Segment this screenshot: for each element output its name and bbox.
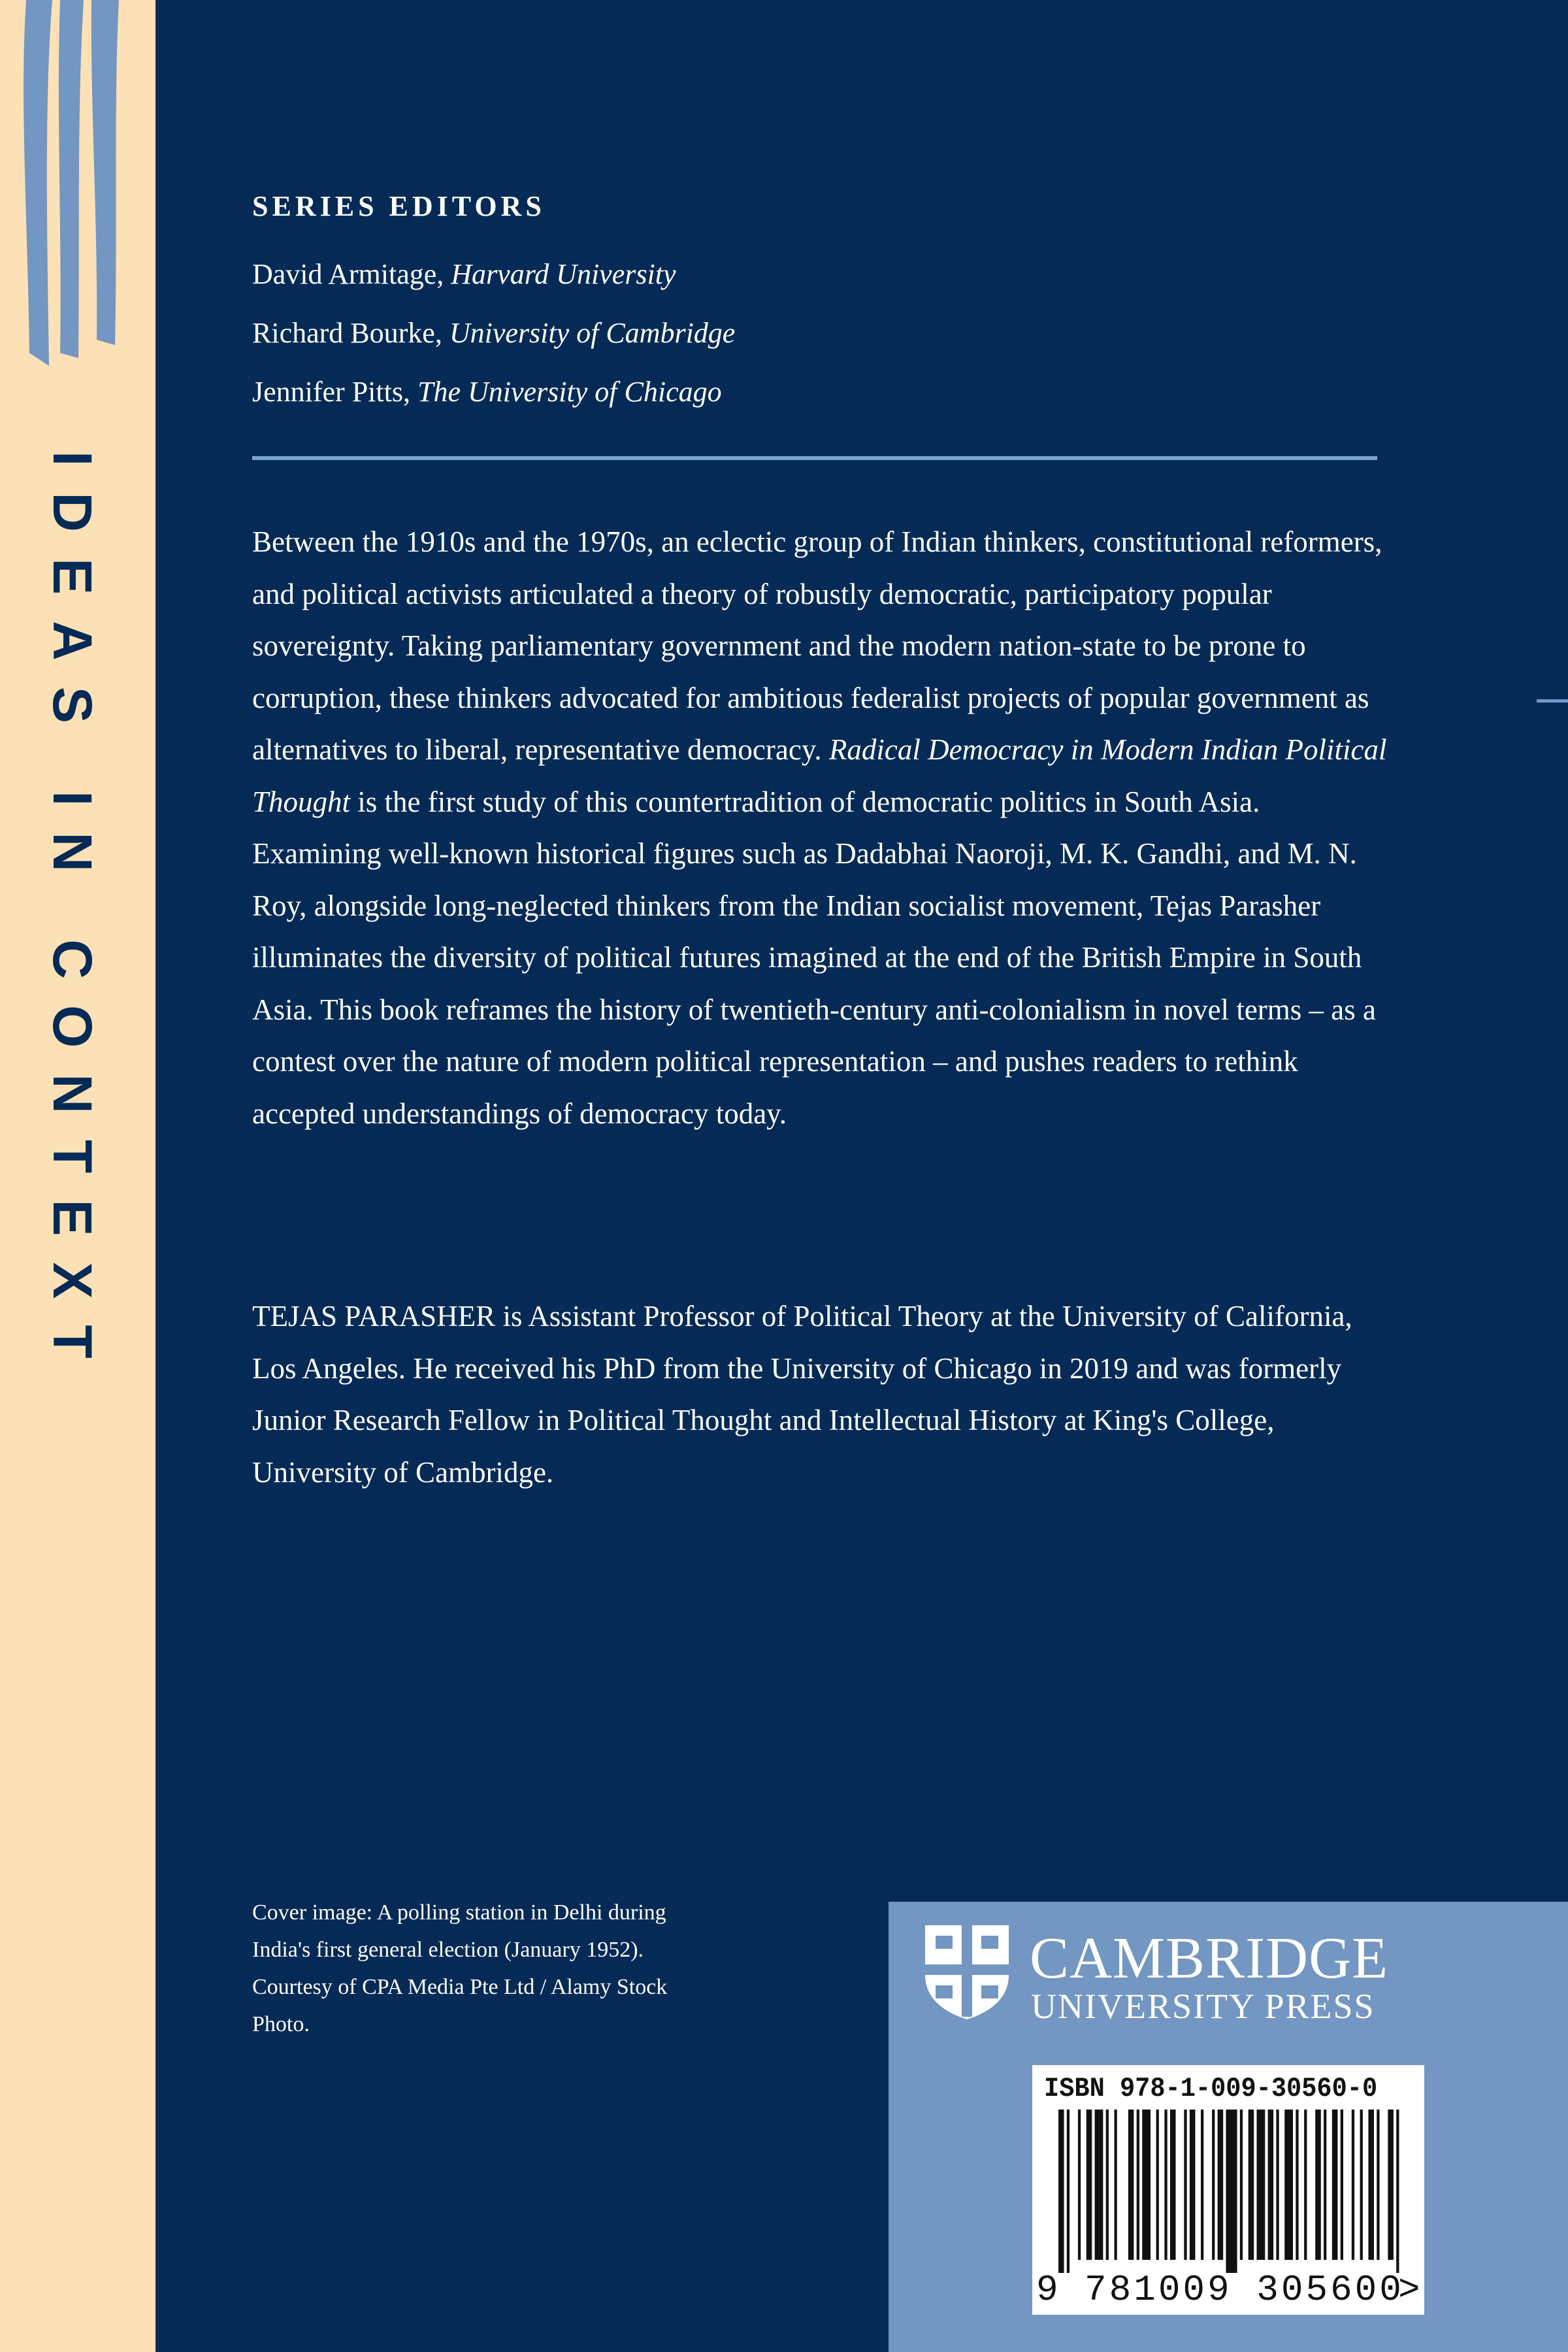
barcode-bar (1137, 2110, 1139, 2260)
barcode-bar (1218, 2110, 1224, 2260)
series-editors-heading: SERIES EDITORS (252, 190, 546, 222)
isbn-label: ISBN 978-1-009-30560-0 (1044, 2073, 1378, 2104)
barcode-bars (1058, 2110, 1405, 2273)
isbn-barcode (1032, 2065, 1424, 2315)
barcode-bar (1256, 2110, 1265, 2260)
ean-digits: 781009 305600 (1085, 2269, 1404, 2311)
publisher-subname: UNIVERSITY PRESS (1031, 1987, 1375, 2026)
barcode-bar (1164, 2110, 1167, 2260)
barcode-bar (1276, 2110, 1279, 2260)
edge-tick-mark (1537, 699, 1568, 703)
divider-rule (252, 456, 1377, 460)
barcode-bar (1240, 2110, 1243, 2260)
barcode-bar (1296, 2110, 1298, 2260)
barcode-bar (1388, 2110, 1394, 2260)
barcode-bar (1304, 2110, 1307, 2260)
editor-line (252, 245, 735, 304)
barcode-bar (1368, 2110, 1374, 2260)
barcode-bar (1128, 2110, 1134, 2260)
barcode-bar (1190, 2110, 1196, 2260)
barcode-bar (1377, 2110, 1379, 2260)
barcode-bar (1086, 2110, 1092, 2260)
barcode-bar (1341, 2110, 1343, 2260)
cover-image-credit: Cover image: A polling station in Delhi during India's first general election (January 1952). Courtesy of CPA Media Pte Ltd / Alamy Stock Photo. (252, 1900, 668, 2036)
barcode-bar (1114, 2110, 1117, 2260)
barcode-bar (1212, 2110, 1215, 2260)
ean-quiet-zone-marker: > (1398, 2269, 1420, 2311)
book-description (252, 516, 1389, 1140)
cambridge-shield-logo (923, 1923, 1011, 2021)
barcode-bar (1249, 2110, 1254, 2260)
editor-line (252, 363, 735, 422)
barcode-bar (1315, 2110, 1321, 2260)
barcode-bar (1184, 2110, 1186, 2260)
barcode-bar (1142, 2110, 1151, 2260)
editor-affiliation: Harvard University (451, 258, 676, 290)
barcode-bar (1201, 2110, 1203, 2260)
editor-affiliation: University of Cambridge (449, 317, 736, 349)
barcode-bar (1156, 2110, 1159, 2260)
editor-name: Jennifer Pitts, (252, 376, 410, 408)
barcode-bar (1226, 2110, 1237, 2273)
barcode-bar (1106, 2110, 1109, 2260)
barcode-bar (1058, 2110, 1064, 2273)
book-title-italic: Radical Democracy in Modern Indian Political Thought (252, 733, 1387, 818)
description-part-2: is the first study of this countertradition of democratic politics in South Asia. Examining well-known historical figures such as Dadabhai Naoroji, M. K. Gandhi, and M. N. Roy, alongside long-neglected thinkers from the Indian socialist movement, Tejas Parasher illuminates the diversity of political futures imagined at the end of the British Empire in South Asia. This book reframes the history of twentieth-century anti-colonialism in novel terms – as a contest over the nature of modern political representation – and pushes readers to rethink accepted understandings of democracy today. (252, 785, 1376, 1130)
barcode-bar (1352, 2110, 1354, 2260)
editor-line (252, 304, 735, 363)
barcode-bar (1067, 2110, 1070, 2273)
barcode-bar (1332, 2110, 1338, 2260)
barcode-bar (1284, 2110, 1293, 2260)
description-part-1: Between the 1910s and the 1970s, an eclectic group of Indian thinkers, constitutional reformers, and political activists articulated a theory of robustly democratic, participatory popular sovereignty. Taking parliamentary government and the modern nation-state to be prone to corruption, these thinkers advocated for ambitious federalist projects of popular government as alternatives to liberal, representative democracy. (252, 525, 1382, 766)
barcode-bar (1360, 2110, 1363, 2260)
barcode-bar (1170, 2110, 1176, 2260)
barcode-bar (1095, 2110, 1103, 2260)
barcode-bar (1078, 2110, 1081, 2260)
barcode-bar (1396, 2110, 1399, 2273)
series-title-vertical: IDEAS IN CONTEXT (42, 451, 103, 1385)
editor-name: David Armitage, (252, 258, 444, 290)
barcode-bar (1324, 2110, 1326, 2260)
series-editors-block (252, 190, 735, 422)
publisher-panel (889, 1902, 1568, 2352)
publisher-name: CAMBRIDGE (1030, 1926, 1389, 1991)
author-bio: TEJAS PARASHER is Assistant Professor of Political Theory at the University of California, Los Angeles. He received his PhD from the University of Chicago in 2019 and was formerly Junior Research Fellow in Political Thought and Intellectual History at King's College, University of Cambridge. (252, 1300, 1352, 1489)
ean-first-digit: 9 (1036, 2269, 1058, 2311)
brush-stripes-decoration (0, 0, 155, 392)
editor-name: Richard Bourke, (252, 317, 442, 349)
spine-strip (0, 0, 155, 2352)
barcode-bar (1268, 2110, 1274, 2260)
editor-affiliation: The University of Chicago (417, 376, 722, 408)
